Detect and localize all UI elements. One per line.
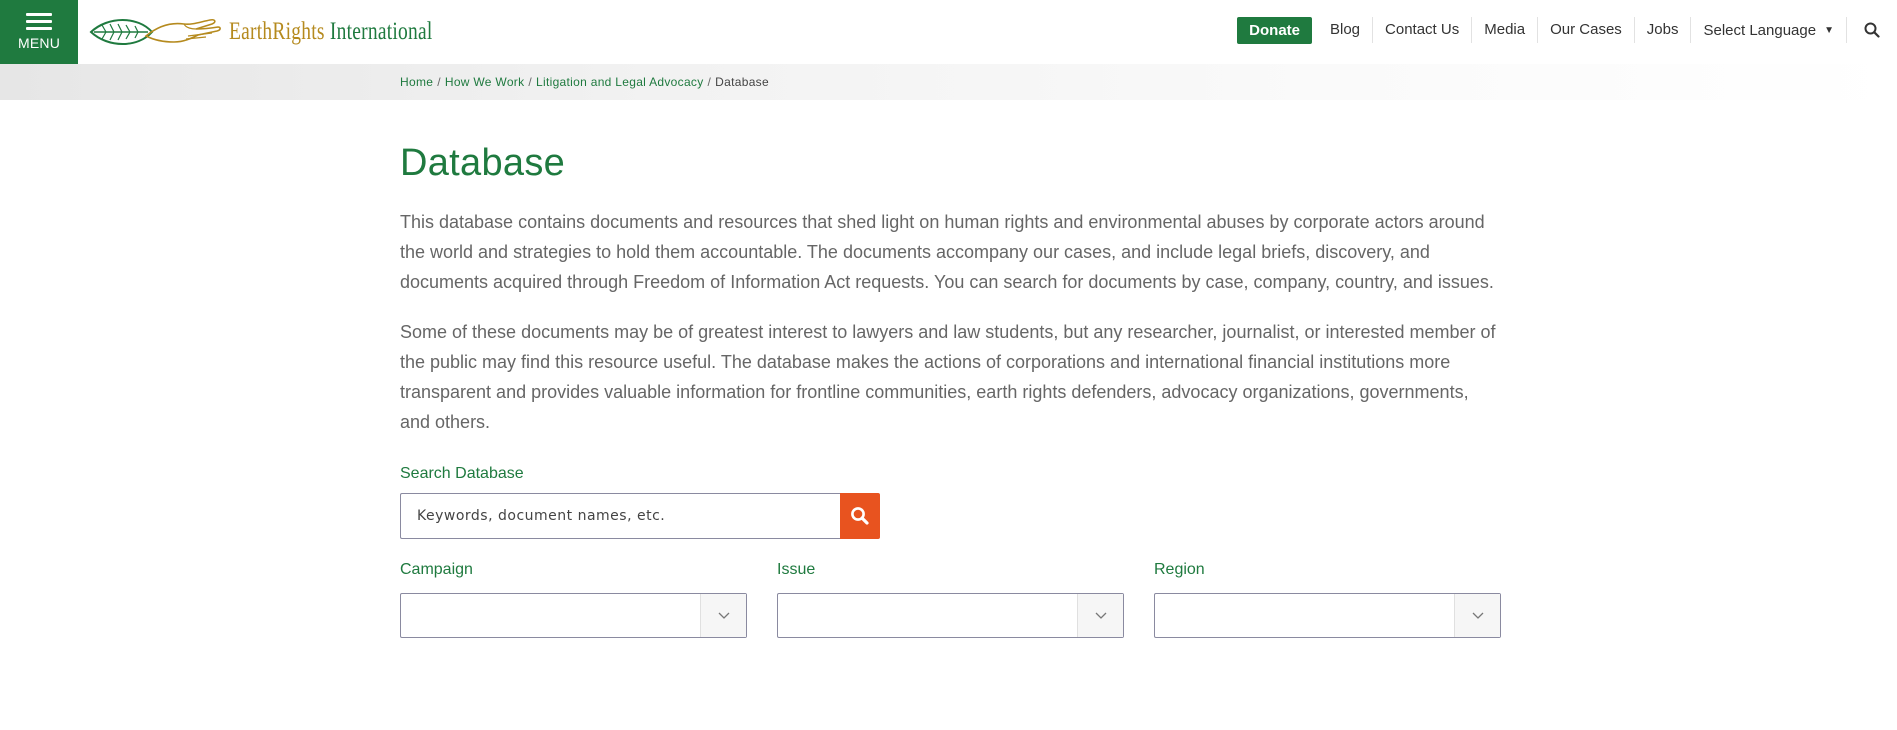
leaf-hand-logo-icon [88,12,223,52]
campaign-select[interactable] [400,593,747,638]
page-title: Database [400,142,566,184]
breadcrumb [400,75,769,89]
caret-down-icon: ▼ [1824,24,1834,36]
filter-row [400,561,1500,638]
breadcrumb-separator: / [437,75,441,89]
search-icon [1864,22,1880,38]
issue-filter [777,561,1124,638]
campaign-select-toggle[interactable] [700,594,746,637]
campaign-label: Campaign [400,561,473,578]
breadcrumb-litigation[interactable]: Litigation and Legal Advocacy [536,75,704,89]
region-select-toggle[interactable] [1454,594,1500,637]
language-select[interactable] [1691,17,1847,43]
intro-paragraph: This database contains documents and resources that shed light on human rights and environmental abuses by corporate actors around the world and strategies to hold them accountable. The documents accompany our cases, and include legal briefs, discovery, and documents acquired through Freedom of Information Act requests. You can search for documents by case, company, country, and issues. [400,212,1494,292]
breadcrumb-home[interactable]: Home [400,75,434,89]
menu-label: MENU [17,35,61,51]
breadcrumb-current: Database [715,75,769,89]
menu-button[interactable] [0,0,78,64]
issue-select-toggle[interactable] [1077,594,1123,637]
nav-link-media[interactable]: Media [1472,17,1538,43]
nav-link-contact-us[interactable]: Contact Us [1373,17,1472,43]
logo-text-earthrights: EarthRights [229,18,325,45]
site-logo[interactable] [88,12,490,52]
nav-link-our-cases[interactable]: Our Cases [1538,17,1635,43]
breadcrumb-separator: / [707,75,712,89]
donate-button[interactable]: Donate [1237,17,1312,44]
search-icon [850,506,870,526]
nav-link-jobs[interactable]: Jobs [1635,17,1692,43]
language-select-label: Select Language [1703,21,1817,39]
search-input[interactable] [400,493,840,539]
header-search-button[interactable] [1847,17,1897,43]
region-select[interactable] [1154,593,1501,638]
intro-text [400,207,1500,437]
hamburger-icon [26,13,52,30]
search-button[interactable] [840,493,880,539]
campaign-filter [400,561,747,638]
nav-link-blog[interactable]: Blog [1318,17,1373,43]
chevron-down-icon [1095,612,1107,620]
chevron-down-icon [718,612,730,620]
search-database-label: Search Database [400,465,524,482]
logo-wordmark [229,18,433,46]
region-label: Region [1154,561,1205,578]
breadcrumb-how-we-work[interactable]: How We Work [444,75,525,89]
issue-label: Issue [777,561,816,578]
site-header [0,0,1897,64]
main-content [400,100,1500,638]
intro-paragraph: Some of these documents may be of greatest interest to lawyers and law students, but any researcher, journalist, or interested member of the public may find this resource useful. The database makes the actions of corporations and international financial institutions more transparent and provides valuable information for frontline communities, earth rights defenders, advocacy organizations, governments, and others. [400,322,1496,432]
region-filter [1154,561,1501,638]
breadcrumb-separator: / [528,75,533,89]
search-form [400,493,1500,539]
issue-select[interactable] [777,593,1124,638]
chevron-down-icon [1472,612,1484,620]
top-navigation [1237,0,1897,60]
logo-text-international: International [329,18,433,45]
breadcrumb-bar [0,64,1897,100]
